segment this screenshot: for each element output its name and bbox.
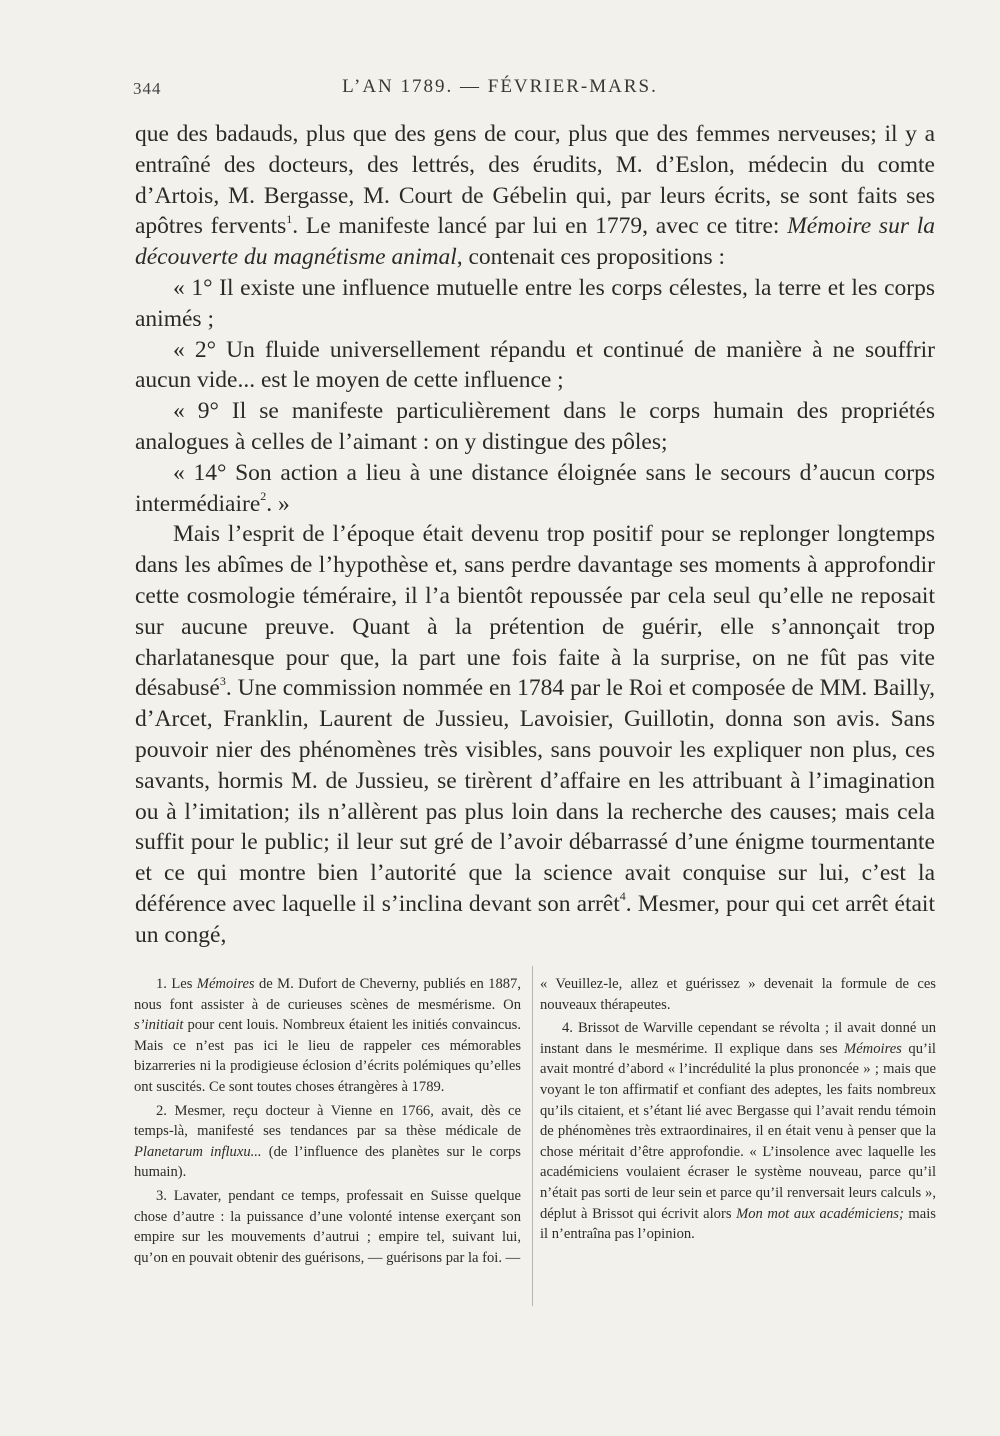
text-run: 4. Brissot de Warville cependant se révolta ; il avait donné un instant dans le mesmérime. Il explique dans ses [540, 1020, 936, 1057]
work-title: Mémoires [196, 976, 255, 992]
running-head: L’AN 1789. — FÉVRIER-MARS. [342, 76, 658, 97]
footnote-ref-3[interactable]: 3 [219, 673, 226, 688]
proposition-9: « 9° Il se manifeste particulièrement dans le corps humain des propriétés analogues à celles de l’aimant : on y distingue des pôles; [135, 398, 935, 455]
text-run: . Le manifeste lancé par lui en 1779, avec ce titre: [292, 213, 788, 240]
text-run: , contenait ces propositions : [456, 244, 725, 271]
proposition-14 [135, 458, 935, 520]
text-run: Mais l’esprit de l’époque était devenu trop positif pour se replonger longtemps dans les abîmes de l’hypothèse et, sans perdre davantage ses moments à approfondir cette cosmologie téméraire, il l’a bientôt repoussée par cela seul qu’elle ne reposait sur aucune preuve. Quant à la prétention de guérir, elle s’annonçait trop charlatanesque pour que, la part une fois faite à la surprise, on ne fût pas vite désabusé [135, 521, 935, 702]
paragraph-2 [135, 519, 935, 950]
paragraph-1 [135, 119, 935, 273]
main-text [135, 119, 935, 951]
emphasis: s’initiait [134, 1017, 184, 1034]
text-run: (de l’influence des planètes sur le corps humain). [134, 1143, 521, 1181]
footnote-1 [134, 974, 521, 1098]
text-run: que des badauds, plus que des gens de cour, plus que des femmes nerveuses; il y a entraîné des docteurs, des lettrés, des érudits, M. d’Eslon, médecin du comte d’Artois, M. Bergasse, M. Court de Gébelin qui, par leurs écrits, se sont faits ses apôtres fervents [135, 121, 935, 240]
text-run: de M. Dufort de Cheverny, publiés en 1887, nous font assister à de curieuses scènes de mesmérisme. On [134, 976, 521, 1013]
text-run: « 14° Son action a lieu à une distance éloignée sans le secours d’aucun corps intermédiaire [135, 459, 935, 517]
footnotes-right-column [540, 974, 936, 1248]
footnote-3: 3. Lavater, pendant ce temps, professait en Suisse quelque chose d’autre : la puissance d’une volonté intense exerçant son empire sur les mouvements d’autrui ; empire tel, suivant lui, qu’on en pouvait obtenir des guérisons, — guérisons par la foi. — [134, 1187, 521, 1266]
work-title: Mon mot aux académiciens; [736, 1205, 904, 1222]
work-title: Mémoires [844, 1040, 902, 1057]
footnote-ref-4[interactable]: 4 [619, 889, 626, 904]
text-run: . Mesmer, pour qui cet arrêt était un congé, [135, 890, 935, 948]
work-title: Mémoire sur la découverte du magnétisme animal [135, 213, 935, 271]
text-run: qu’il avait montré d’abord « l’incrédulité la plus prononcée » ; mais que voyant le ton affirmatif et confiant des adeptes, les faits nombreux qu’ils citaient, et s’étant lié avec Bergasse qui l’avait rendu témoin de phénomènes très extraordinaires, il en était venu à penser que la chose méritait d’être approfondie. « L’insolence avec laquelle les académiciens voulaient écraser le système nouveau, parce qu’il n’était pas sorti de leur sein et parce qu’il renversait leurs calculs », déplut à Brissot qui écrivit alors [540, 1040, 936, 1222]
footnote-4 [540, 1018, 936, 1245]
text-run: pour cent louis. Nombreux étaient les initiés convaincus. Mais ce n’est pas ici le lieu de rappeler ces mémorables bizarreries ni la prodigieuse éclosion d’écrits polémiques qu’elles ont suscités. Ce sont toutes choses étrangères à 1789. [134, 1017, 521, 1095]
proposition-1: « 1° Il existe une influence mutuelle entre les corps célestes, la terre et les corps animés ; [135, 274, 935, 332]
text-run: mais il n’entraîna pas l’opinion. [540, 1205, 936, 1243]
footnote-3-continued: « Veuillez-le, allez et guérissez » devenait la formule de ces nouveaux thérapeutes. [540, 976, 936, 1013]
page-number: 344 [133, 79, 162, 98]
work-title: Planetarum influxu... [134, 1143, 262, 1160]
footnotes-left-column [134, 974, 521, 1271]
text-run: . » [266, 490, 290, 517]
column-divider [532, 966, 533, 1306]
proposition-2: « 2° Un fluide universellement répandu et continué de manière à ne souffrir aucun vide... est le moyen de cette influence ; [135, 336, 935, 394]
footnote-ref-2[interactable]: 2 [260, 488, 267, 503]
text-run: . Une commission nommée en 1784 par le Roi et composée de MM. Bailly, d’Arcet, Franklin, Laurent de Jussieu, Lavoisier, Guillotin, donna son avis. Sans pouvoir nier des phénomènes très visibles, sans pouvoir les expliquer non plus, ces savants, hormis M. de Jussieu, se tirèrent d’affaire en les attribuant à l’imagination ou à l’imitation; ils n’allèrent pas plus loin dans la recherche des causes; mais cela suffit pour le public; il leur sut gré de l’avoir débarrassé d’une énigme tourmentante et ce qui montre bien l’autorité que la science avait conquise sur lui, c’est la déférence avec laquelle il s’inclina devant son arrêt [135, 675, 935, 917]
footnote-2 [134, 1101, 521, 1183]
footnote-ref-1[interactable]: 1 [286, 211, 293, 226]
text-run: 2. Mesmer, reçu docteur à Vienne en 1766, avait, dès ce temps-là, manifesté ses tendances par sa thèse médicale de [134, 1102, 521, 1140]
text-run: 1. Les [156, 976, 197, 992]
